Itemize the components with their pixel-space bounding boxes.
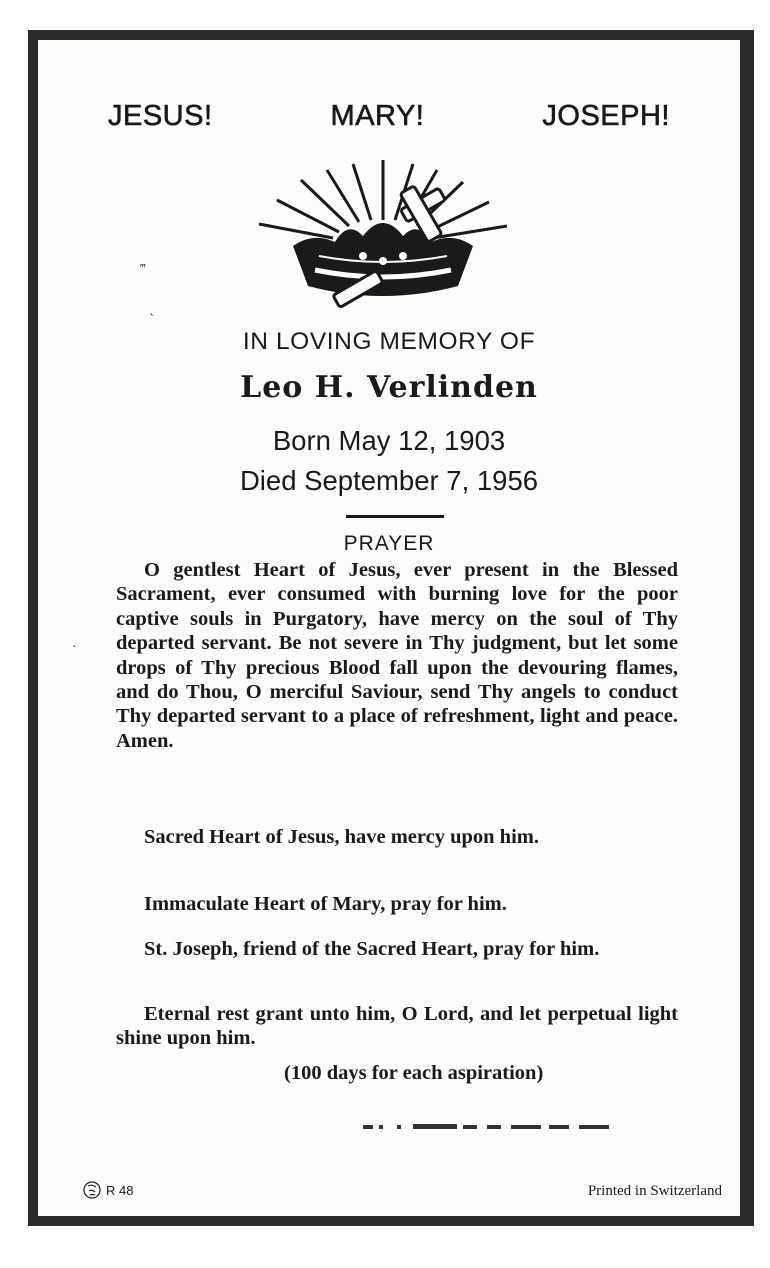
print-code-text: R 48 xyxy=(106,1182,134,1198)
prayer-text xyxy=(116,558,678,753)
print-code xyxy=(82,1180,133,1200)
ink-mark: ‵ xyxy=(150,313,154,328)
aspiration-text: Immaculate Heart of Mary, pray for him. xyxy=(144,893,507,915)
aspiration xyxy=(116,1002,678,1051)
divider xyxy=(346,515,444,518)
heading xyxy=(38,100,740,133)
printed-in: Printed in Switzerland xyxy=(587,1183,722,1199)
aspiration xyxy=(116,937,678,961)
heading-mary: MARY! xyxy=(330,100,425,132)
printer-mark-icon xyxy=(82,1180,102,1200)
ink-mark: · xyxy=(72,640,77,655)
prayer-paragraph: O gentlest Heart of Jesus, ever present in the Blessed Sacrament, ever consumed with burning love for the poor captive souls in Purgatory, have mercy on the soul of Thy departed servant. Be not severe in Thy judgment, but let some drops of Thy precious Blood fall upon the devouring flames, and do Thou, O merciful Saviour, send Thy angels to conduct Thy departed servant to a place of refreshment, light and peace. Amen. xyxy=(116,559,678,752)
memorial-card xyxy=(28,30,754,1226)
aspiration-text: Eternal rest grant unto him, O Lord, and let perpetual light shine upon him. xyxy=(116,1003,678,1050)
publisher-imprint xyxy=(363,1122,628,1132)
deceased-name: Leo H. Verlinden xyxy=(240,370,538,405)
ink-mark: ‴ xyxy=(140,262,146,277)
heading-joseph: JOSEPH! xyxy=(542,100,670,132)
aspiration xyxy=(116,825,678,849)
birth-date: Born May 12, 1903 xyxy=(272,425,506,456)
heading-jesus: JESUS! xyxy=(108,100,213,132)
indulgence-note: (100 days for each aspiration) xyxy=(284,1062,544,1084)
aspiration-text: Sacred Heart of Jesus, have mercy upon him. xyxy=(144,826,539,848)
aspiration-text: St. Joseph, friend of the Sacred Heart, pray for him. xyxy=(144,938,600,960)
memorial-title: IN LOVING MEMORY OF xyxy=(242,328,536,355)
prayer-title: PRAYER xyxy=(343,532,435,555)
death-date: Died September 7, 1956 xyxy=(239,465,539,496)
aspiration xyxy=(116,892,678,916)
crown-with-cross-icon xyxy=(253,158,513,318)
